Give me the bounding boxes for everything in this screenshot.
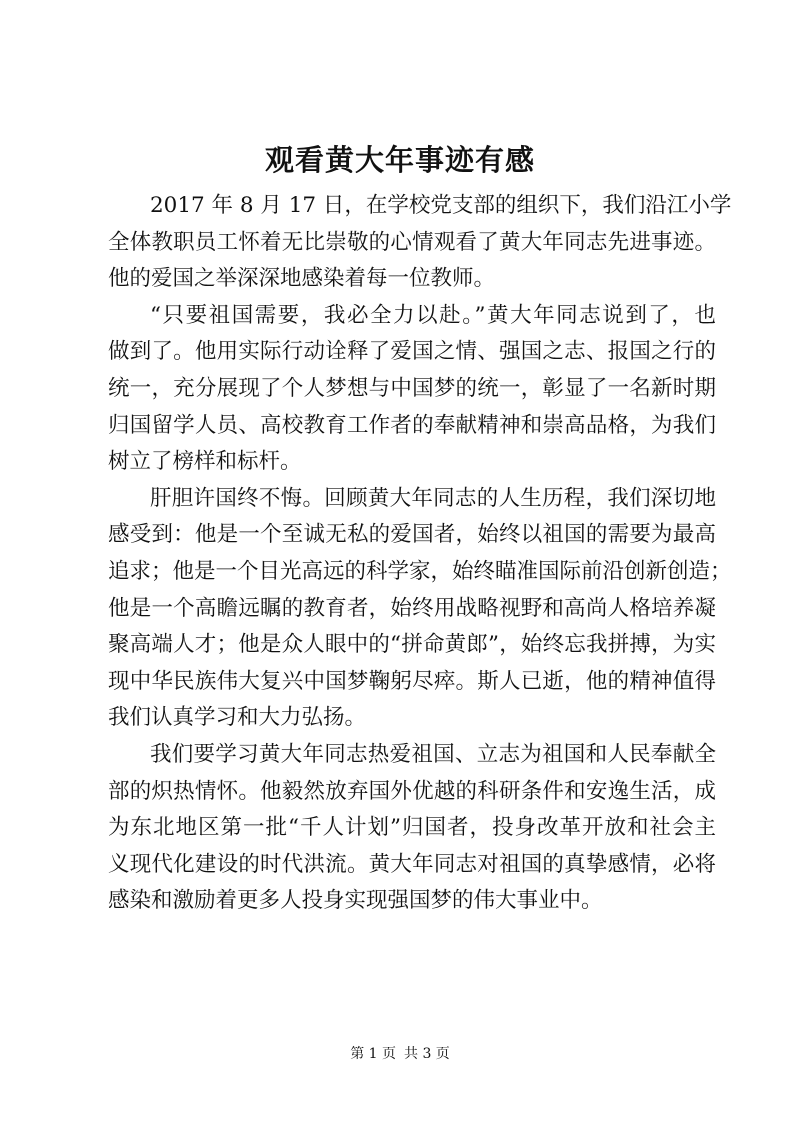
paragraph-line: 义现代化建设的时代洪流。黄大年同志对祖国的真挚感情，必将 (108, 851, 716, 877)
paragraph-line: 做到了。他用实际行动诠释了爱国之情、强国之志、报国之行的 (108, 339, 716, 365)
paragraph-line: “只要祖国需要，我必全力以赴。”黄大年同志说到了，也 (150, 302, 716, 328)
paragraph-line: 部的炽热情怀。他毅然放弃国外优越的科研条件和安逸生活，成 (108, 778, 716, 804)
page-number: 第 1 页 (350, 1046, 396, 1062)
paragraph-line: 他的爱国之举深深地感染着每一位教师。 (108, 266, 496, 292)
document-title: 观看黄大年事迹有感 (264, 143, 535, 177)
paragraph-line: 为东北地区第一批“千人计划”归国者，投身改革开放和社会主 (108, 815, 716, 841)
paragraph-3 (108, 481, 732, 737)
paragraph-line: 聚高端人才；他是众人眼中的“拼命黄郎”，始终忘我拼搏，为实 (108, 632, 716, 658)
document-body (108, 188, 732, 920)
page-footer (0, 1044, 800, 1064)
paragraph-line: 2017 年 8 月 17 日，在学校党支部的组织下，我们沿江小学 (150, 193, 732, 218)
page-total: 共 3 页 (404, 1046, 450, 1062)
paragraph-4 (108, 737, 716, 920)
paragraph-line: 归国留学人员、高校教育工作者的奉献精神和崇高品格，为我们 (108, 412, 716, 438)
paragraph-line: 感受到：他是一个至诚无私的爱国者，始终以祖国的需要为最高 (108, 522, 716, 548)
paragraph-line: 追求；他是一个目光高远的科学家，始终瞄准国际前沿创新创造； (108, 558, 732, 584)
paragraph-line: 他是一个高瞻远瞩的教育者，始终用战略视野和高尚人格培养凝 (108, 595, 716, 621)
paragraph-line: 树立了榜样和标杆。 (108, 449, 302, 475)
paragraph-line: 肝胆许国终不悔。回顾黄大年同志的人生历程，我们深切地 (150, 485, 716, 511)
paragraph-line: 我们认真学习和大力弘扬。 (108, 705, 367, 731)
paragraph-line: 统一，充分展现了个人梦想与中国梦的统一，彰显了一名新时期 (108, 375, 716, 401)
paragraph-line: 现中华民族伟大复兴中国梦鞠躬尽瘁。斯人已逝，他的精神值得 (108, 668, 716, 694)
paragraph-2 (108, 298, 716, 481)
paragraph-line: 感染和激励着更多人投身实现强国梦的伟大事业中。 (108, 888, 603, 914)
paragraph-1 (108, 188, 732, 298)
paragraph-line: 全体教职员工怀着无比崇敬的心情观看了黄大年同志先进事迹。 (108, 229, 716, 255)
paragraph-line: 我们要学习黄大年同志热爱祖国、立志为祖国和人民奉献全 (150, 741, 716, 767)
